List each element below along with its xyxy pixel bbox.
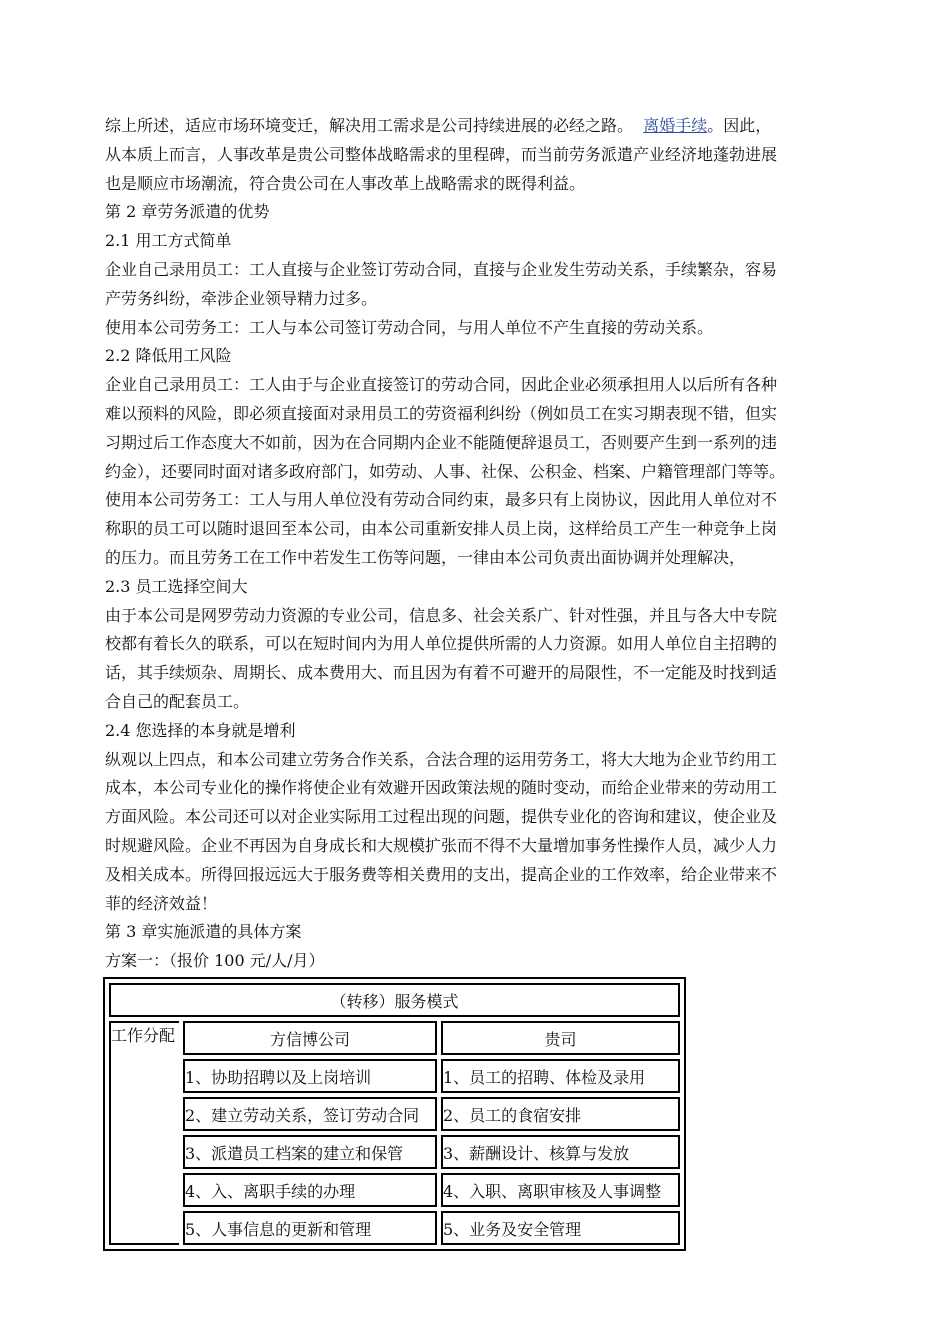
table-row	[109, 1173, 680, 1207]
row-label: 工作分配	[109, 1021, 179, 1245]
section-2-3-line: 由于本公司是网罗劳动力资源的专业公司，信息多、社会关系广、针对性强，并且与各大中专院	[105, 605, 778, 625]
section-2-2-line: 习期过后工作态度大不如前，因为在合同期内企业不能随便辞退员工，否则要产生到一系列的违	[105, 432, 778, 452]
section-2-4-line: 菲的经济效益！	[105, 893, 218, 913]
column-header-company: 方信博公司	[183, 1021, 437, 1055]
company-duty: 2、建立劳动关系，签订劳动合同	[183, 1097, 437, 1131]
section-2-2-line: 难以预料的风险，即必须直接面对录用员工的劳资福利纠纷（例如员工在实习期表现不错，但实	[105, 403, 778, 423]
section-2-2-line: 称职的员工可以随时退回至本公司，由本公司重新安排人员上岗，这样给员工产生一种竞争上岗	[105, 519, 778, 539]
section-2-3-line: 话，其手续烦杂、周期长、成本费用大、而且因为有着不可避开的局限性，不一定能及时找到适	[105, 663, 778, 683]
client-duty: 4、入职、离职审核及人事调整	[441, 1173, 680, 1207]
section-2-3-line: 合自己的配套员工。	[105, 691, 250, 711]
section-2-3-line: 校都有着长久的联系，可以在短时间内为用人单位提供所需的人力资源。如用人单位自主招聘的	[105, 634, 778, 654]
column-header-client: 贵司	[441, 1021, 680, 1055]
table-row	[109, 1097, 680, 1131]
section-2-2-line: 使用本公司劳务工：工人与用人单位没有劳动合同约束，最多只有上岗协议，因此用人单位对不	[105, 490, 778, 510]
company-duty: 3、派遣员工档案的建立和保管	[183, 1135, 437, 1169]
section-2-4-line: 时规避风险。企业不再因为自身成长和大规模扩张而不得不大量增加事务性操作人员，减少人力	[105, 835, 778, 855]
section-2-3-title: 2.3 员工选择空间大	[105, 576, 248, 596]
section-2-1-title: 2.1 用工方式简单	[105, 231, 232, 251]
divorce-procedure-link[interactable]: 离婚手续	[643, 116, 708, 135]
table-row	[109, 1059, 680, 1093]
table-row	[109, 1021, 680, 1055]
section-2-4-line: 及相关成本。所得回报远远大于服务费等相关费用的支出，提高企业的工作效率，给企业带来不	[105, 864, 778, 884]
section-2-4-title: 2.4 您选择的本身就是增利	[105, 720, 296, 740]
intro-text-tail: 。因此，	[707, 116, 772, 135]
intro-text: 综上所述，适应市场环境变迁，解决用工需求是公司持续进展的必经之路。	[105, 116, 634, 135]
chapter-2-title: 第 2 章劳务派遣的优势	[105, 202, 270, 222]
company-duty: 5、人事信息的更新和管理	[183, 1211, 437, 1245]
service-mode-table	[103, 977, 686, 1251]
client-duty: 2、员工的食宿安排	[441, 1097, 680, 1131]
section-2-1-line: 使用本公司劳务工：工人与本公司签订劳动合同，与用人单位不产生直接的劳动关系。	[105, 317, 714, 337]
company-duty: 1、协助招聘以及上岗培训	[183, 1059, 437, 1093]
table-row	[109, 1135, 680, 1169]
client-duty: 3、薪酬设计、核算与发放	[441, 1135, 680, 1169]
chapter-3-title: 第 3 章实施派遣的具体方案	[105, 922, 302, 942]
intro-line-2: 从本质上而言，人事改革是贵公司整体战略需求的里程碑，而当前劳务派遣产业经济地蓬勃进展	[105, 144, 778, 164]
section-2-2-line: 的压力。而且劳务工在工作中若发生工伤等问题，一律由本公司负责出面协调并处理解决，	[105, 547, 746, 567]
section-2-2-line: 约金），还要同时面对诸多政府部门，如劳动、人事、社保、公积金、档案、户籍管理部门等等。	[105, 461, 786, 481]
company-duty: 4、入、离职手续的办理	[183, 1173, 437, 1207]
document-body	[105, 112, 845, 976]
intro-line-1	[105, 112, 845, 141]
table-row	[109, 1211, 680, 1245]
section-2-4-line: 方面风险。本公司还可以对企业实际用工过程出现的问题，提供专业化的咨询和建议，使企业及	[105, 807, 778, 827]
intro-line-3: 也是顺应市场潮流，符合贵公司在人事改革上战略需求的既得利益。	[105, 173, 586, 193]
section-2-1-line: 产劳务纠纷，牵涉企业领导精力过多。	[105, 288, 378, 308]
section-2-4-line: 成本，本公司专业化的操作将使企业有效避开因政策法规的随时变动，而给企业带来的劳动用工	[105, 778, 778, 798]
table-header: （转移）服务模式	[109, 983, 680, 1017]
table-header-row	[109, 983, 680, 1017]
section-2-1-line: 企业自己录用员工：工人直接与企业签订劳动合同，直接与企业发生劳动关系，手续繁杂，容易	[105, 259, 778, 279]
client-duty: 1、员工的招聘、体检及录用	[441, 1059, 680, 1093]
plan-one: 方案一：（报价 100 元/人/月）	[105, 951, 325, 971]
section-2-2-title: 2.2 降低用工风险	[105, 346, 232, 366]
section-2-2-line: 企业自己录用员工：工人由于与企业直接签订的劳动合同，因此企业必须承担用人以后所有各种	[105, 375, 778, 395]
section-2-4-line: 纵观以上四点，和本公司建立劳务合作关系，合法合理的运用劳务工，将大大地为企业节约用工	[105, 749, 778, 769]
client-duty: 5、业务及安全管理	[441, 1211, 680, 1245]
